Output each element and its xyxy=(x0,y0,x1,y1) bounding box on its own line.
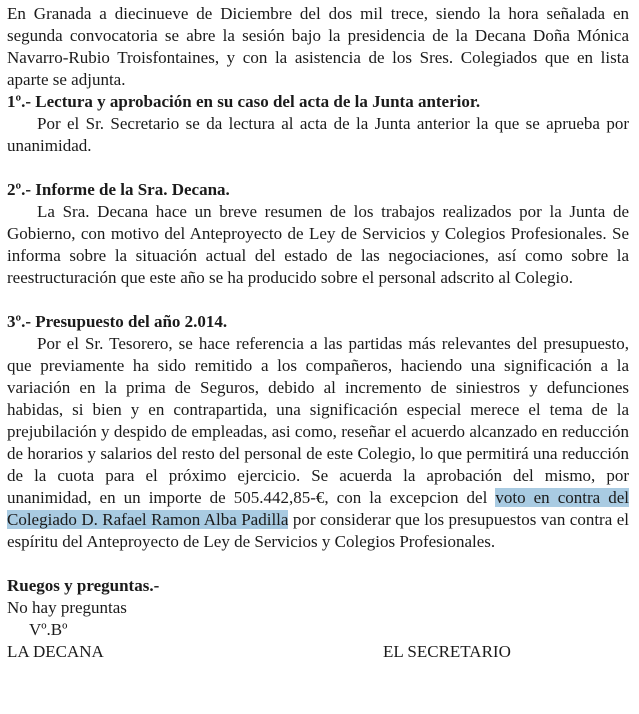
section-3-heading: 3º.- Presupuesto del año 2.014. xyxy=(7,312,228,331)
section-2-heading: 2º.- Informe de la Sra. Decana. xyxy=(7,180,230,199)
signature-la-decana: LA DECANA xyxy=(7,642,104,661)
signature-row xyxy=(7,641,629,663)
signature-el-secretario: EL SECRETARIO xyxy=(383,642,511,661)
no-questions-line: No hay preguntas xyxy=(7,598,127,617)
section-3-body-pre: Por el Sr. Tesorero, se hace referencia a las partidas más relevantes del presupuesto, que previamente ha sido remitido a los compañeros, haciendo una significación a la variación en la prima de Seguros, debido al incremento de siniestros y defunciones habidas, si bien y en contrapartida, una significación especial merece el tema de la prejubilación y despido de empleadas, asi como, reseñar el acuerdo alcanzado en reducción de horarios y salarios del resto del personal de este Colegio, lo que permitirá una reducción de la cuota para el próximo ejercicio. Se acuerda la aprobación del mismo, por unanimidad, en un importe de 505.442,85-€, con la excepcion del xyxy=(7,334,629,507)
section-2-body: La Sra. Decana hace un breve resumen de los trabajos realizados por la Junta de Gobierno, con motivo del Anteproyecto de Ley de Servicios y Colegios Profesionales. Se informa sobre la situación actual del estado de las negociaciones, así como sobre la reestructuración que este año se ha producido sobre el personal adscrito al Colegio. xyxy=(7,202,629,287)
section-1-body: Por el Sr. Secretario se da lectura al acta de la Junta anterior la que se aprueba por unanimidad. xyxy=(7,114,629,155)
section-1-heading: 1º.- Lectura y aprobación en su caso del acta de la Junta anterior. xyxy=(7,92,481,111)
questions-heading: Ruegos y preguntas.- xyxy=(7,576,160,595)
section-3-body-post: por considerar que los presupuestos van contra el espíritu del Anteproyecto de Ley de Servicios y Colegios Profesionales. xyxy=(7,510,629,551)
highlighted-text: voto en contra del Colegiado D. Rafael Ramon Alba Padilla xyxy=(7,488,629,529)
vb-line: Vº.Bº xyxy=(29,620,68,639)
section-3-body xyxy=(7,333,629,553)
intro-paragraph: En Granada a diecinueve de Diciembre del dos mil trece, siendo la hora señalada en segunda convocatoria se abre la sesión bajo la presidencia de la Decana Doña Mónica Navarro-Rubio Troisfontaines, y con la asistencia de los Sres. Colegiados que en lista aparte se adjunta. xyxy=(7,4,629,89)
